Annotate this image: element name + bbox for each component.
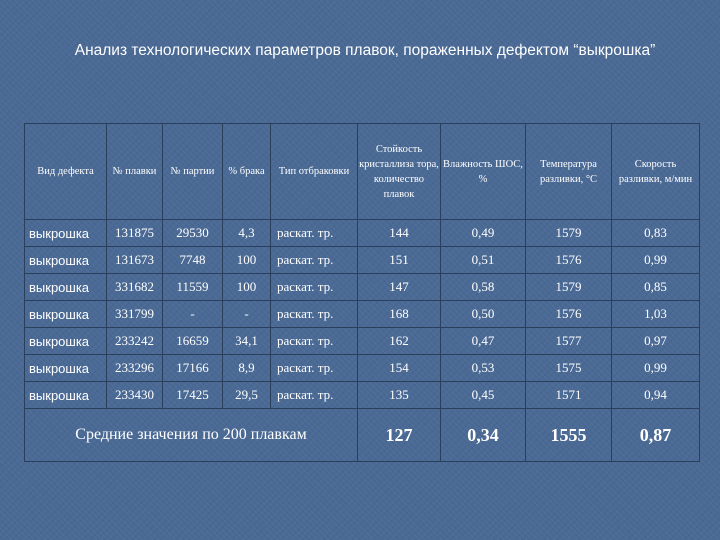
- summary-moisture: 0,34: [441, 409, 526, 462]
- cell-reject-type: раскат. тр.: [271, 247, 358, 274]
- cell-heat-number: 331799: [107, 301, 163, 328]
- header-row: [25, 124, 700, 220]
- cell-heat-number: 131875: [107, 220, 163, 247]
- cell-crystallizer-life: 154: [358, 355, 441, 382]
- cell-batch-number: 16659: [163, 328, 223, 355]
- summary-label: Средние значения по 200 плавкам: [25, 409, 358, 462]
- cell-speed: 0,99: [612, 355, 700, 382]
- header-crystallizer-life: Стойкость кристаллиза тора, количество плавок: [358, 124, 441, 220]
- cell-moisture: 0,51: [441, 247, 526, 274]
- cell-crystallizer-life: 162: [358, 328, 441, 355]
- table-row: [25, 220, 700, 247]
- cell-defect-type: выкрошка: [25, 382, 107, 409]
- cell-moisture: 0,47: [441, 328, 526, 355]
- header-temperature: Температура разливки, °С: [526, 124, 612, 220]
- cell-defect-type: выкрошка: [25, 328, 107, 355]
- cell-temperature: 1577: [526, 328, 612, 355]
- header-heat-number: № плавки: [107, 124, 163, 220]
- summary-speed: 0,87: [612, 409, 700, 462]
- cell-temperature: 1575: [526, 355, 612, 382]
- cell-crystallizer-life: 135: [358, 382, 441, 409]
- cell-reject-type: раскат. тр.: [271, 355, 358, 382]
- cell-batch-number: 7748: [163, 247, 223, 274]
- header-defect-type: Вид дефекта: [25, 124, 107, 220]
- cell-defect-type: выкрошка: [25, 301, 107, 328]
- cell-heat-number: 233296: [107, 355, 163, 382]
- cell-speed: 0,85: [612, 274, 700, 301]
- cell-heat-number: 233430: [107, 382, 163, 409]
- cell-temperature: 1571: [526, 382, 612, 409]
- cell-defect-type: выкрошка: [25, 355, 107, 382]
- cell-speed: 0,97: [612, 328, 700, 355]
- cell-reject-percent: 34,1: [223, 328, 271, 355]
- cell-crystallizer-life: 147: [358, 274, 441, 301]
- cell-batch-number: -: [163, 301, 223, 328]
- cell-heat-number: 131673: [107, 247, 163, 274]
- summary-row: [25, 409, 700, 462]
- cell-batch-number: 11559: [163, 274, 223, 301]
- cell-reject-percent: -: [223, 301, 271, 328]
- cell-defect-type: выкрошка: [25, 247, 107, 274]
- cell-defect-type: выкрошка: [25, 274, 107, 301]
- table-row: [25, 355, 700, 382]
- cell-reject-type: раскат. тр.: [271, 382, 358, 409]
- cell-temperature: 1576: [526, 301, 612, 328]
- table-row: [25, 328, 700, 355]
- cell-reject-percent: 4,3: [223, 220, 271, 247]
- cell-crystallizer-life: 151: [358, 247, 441, 274]
- cell-reject-type: раскат. тр.: [271, 220, 358, 247]
- cell-moisture: 0,50: [441, 301, 526, 328]
- cell-crystallizer-life: 168: [358, 301, 441, 328]
- summary-temperature: 1555: [526, 409, 612, 462]
- cell-crystallizer-life: 144: [358, 220, 441, 247]
- cell-moisture: 0,45: [441, 382, 526, 409]
- summary-crystallizer-life: 127: [358, 409, 441, 462]
- parameters-table: [24, 123, 700, 462]
- cell-heat-number: 331682: [107, 274, 163, 301]
- cell-batch-number: 17425: [163, 382, 223, 409]
- cell-reject-type: раскат. тр.: [271, 274, 358, 301]
- table-row: [25, 382, 700, 409]
- header-reject-percent: % брака: [223, 124, 271, 220]
- header-reject-type: Тип отбраковки: [271, 124, 358, 220]
- cell-batch-number: 29530: [163, 220, 223, 247]
- cell-moisture: 0,58: [441, 274, 526, 301]
- cell-batch-number: 17166: [163, 355, 223, 382]
- cell-moisture: 0,53: [441, 355, 526, 382]
- cell-temperature: 1579: [526, 220, 612, 247]
- table-row: [25, 274, 700, 301]
- cell-speed: 0,94: [612, 382, 700, 409]
- table-row: [25, 301, 700, 328]
- cell-defect-type: выкрошка: [25, 220, 107, 247]
- cell-reject-type: раскат. тр.: [271, 301, 358, 328]
- cell-speed: 0,83: [612, 220, 700, 247]
- cell-temperature: 1579: [526, 274, 612, 301]
- cell-reject-percent: 8,9: [223, 355, 271, 382]
- cell-moisture: 0,49: [441, 220, 526, 247]
- cell-reject-type: раскат. тр.: [271, 328, 358, 355]
- cell-heat-number: 233242: [107, 328, 163, 355]
- cell-speed: 1,03: [612, 301, 700, 328]
- cell-reject-percent: 100: [223, 274, 271, 301]
- header-speed: Скорость разливки, м/мин: [612, 124, 700, 220]
- cell-reject-percent: 29,5: [223, 382, 271, 409]
- header-moisture: Влажность ШОС, %: [441, 124, 526, 220]
- cell-speed: 0,99: [612, 247, 700, 274]
- cell-reject-percent: 100: [223, 247, 271, 274]
- cell-temperature: 1576: [526, 247, 612, 274]
- table-row: [25, 247, 700, 274]
- header-batch-number: № партии: [163, 124, 223, 220]
- slide-title: Анализ технологических параметров плавок, пораженных дефектом “выкрошка”: [74, 42, 656, 59]
